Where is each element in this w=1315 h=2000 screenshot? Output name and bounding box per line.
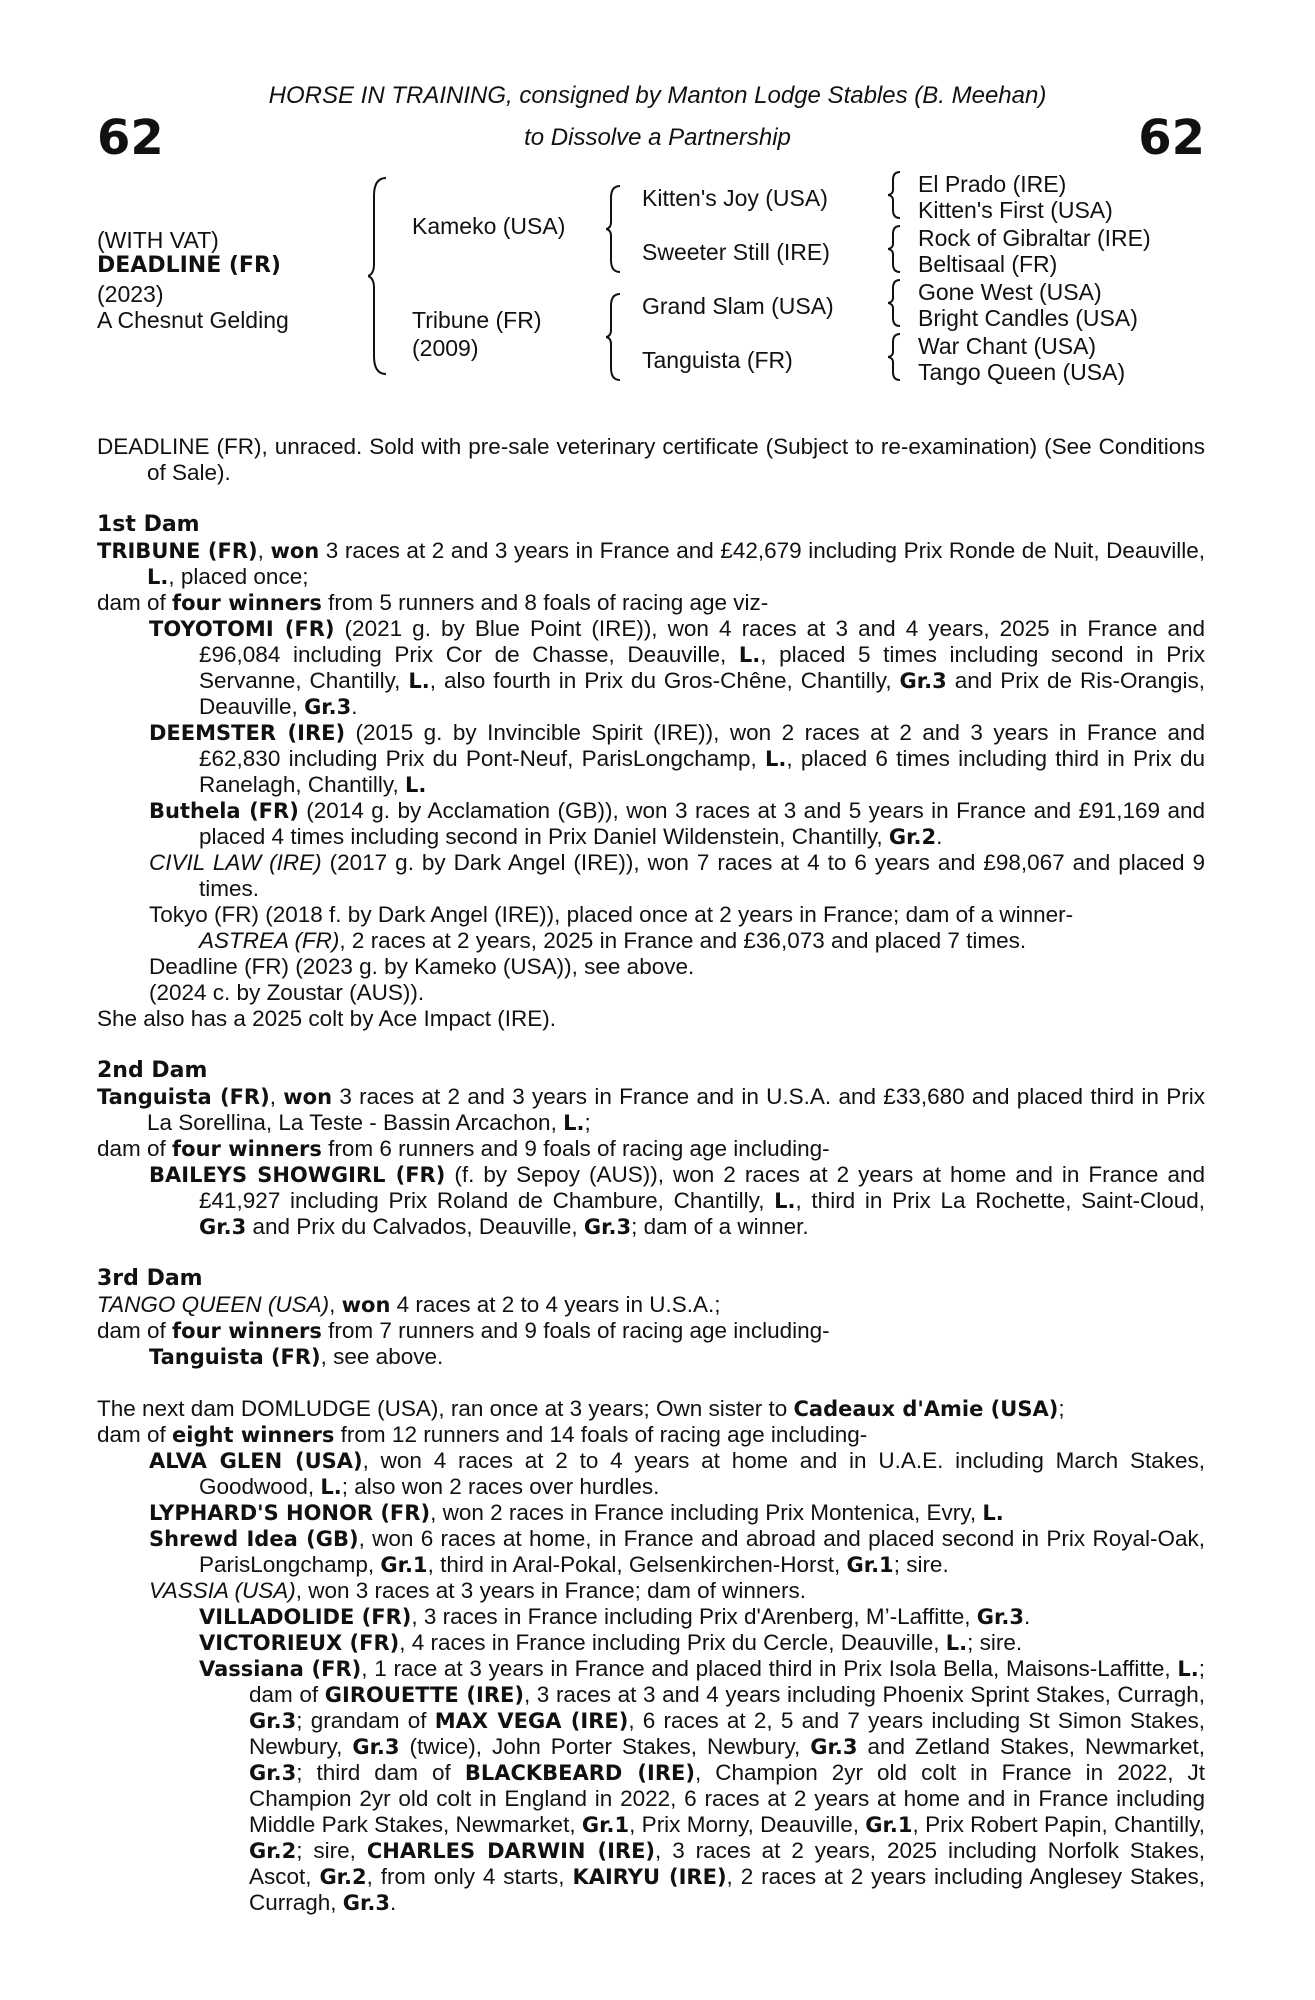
third-dam-paragraph: TANGO QUEEN (USA), won 4 races at 2 to 4 years in U.S.A.; (97, 1292, 721, 1317)
lot-number-left: 62 (97, 110, 164, 166)
pedigree-gen2: Sweeter Still (IRE) (642, 239, 830, 265)
second-dam-paragraph: Tanguista (FR), won 3 races at 2 and 3 years in France and in U.S.A. and £33,680 and placed third in Prix La Sorellina, La Teste - Bassin Arcachon, L.; (97, 1084, 1205, 1135)
produce-deadline: Deadline (FR) (2023 g. by Kameko (USA)), see above. (149, 954, 695, 979)
second-dam-produce-summary: dam of four winners from 6 runners and 9 foals of racing age including- (97, 1136, 830, 1161)
produce-buthela: Buthela (FR) (2014 g. by Acclamation (GB)), won 3 races at 3 and 5 years in France and £91,169 and placed 4 times including second in Prix Daniel Wildenstein, Chantilly, Gr.2. (149, 798, 1205, 849)
produce-villadolide: VILLADOLIDE (FR), 3 races in France including Prix d'Arenberg, M’-Laffitte, Gr.3. (199, 1604, 1031, 1629)
pedigree-brace-sire (606, 184, 636, 274)
third-dam-heading: 3rd Dam (97, 1266, 203, 1291)
pedigree-gen2: Kitten's Joy (USA) (642, 185, 828, 211)
intro-paragraph: DEADLINE (FR), unraced. Sold with pre-sale veterinary certificate (Subject to re-examination) (See Conditions of Sale). (97, 434, 1205, 485)
pedigree-brace-main (368, 176, 408, 376)
horse-year: (2023) (97, 281, 164, 307)
third-dam-produce-summary: dam of four winners from 7 runners and 9 foals of racing age including- (97, 1318, 830, 1343)
pedigree-dam-year: (2009) (412, 335, 479, 361)
pedigree-gen3: Rock of Gibraltar (IRE) (918, 225, 1151, 251)
produce-alva-glen: ALVA GLEN (USA), won 4 races at 2 to 4 years at home and in U.A.E. including March Stakes, Goodwood, L.; also won 2 races over hurdles. (149, 1448, 1205, 1499)
produce-toyotomi: TOYOTOMI (FR) (2021 g. by Blue Point (IRE)), won 4 races at 3 and 4 years, 2025 in France and £96,084 including Prix Cor de Chasse, Deauville, L., placed 5 times including second in Prix Servanne, Chantilly, L., also fourth in Prix du Gros-Chêne, Chantilly, Gr.3 and Prix de Ris-Orangis, Deauville, Gr.3. (149, 616, 1205, 719)
pedigree-brace-g3-2 (888, 224, 912, 274)
produce-tanguista: Tanguista (FR), see above. (149, 1344, 444, 1369)
pedigree-brace-dam (606, 292, 636, 382)
pedigree-brace-g3-4 (888, 332, 912, 382)
produce-civil-law: CIVIL LAW (IRE) (2017 g. by Dark Angel (IRE)), won 7 races at 4 to 6 years and £98,067 and placed 9 times. (149, 850, 1205, 901)
pedigree-gen2: Grand Slam (USA) (642, 293, 834, 319)
next-dam-paragraph: The next dam DOMLUDGE (USA), ran once at 3 years; Own sister to Cadeaux d'Amie (USA); (97, 1396, 1065, 1421)
pedigree-gen2: Tanguista (FR) (642, 347, 793, 373)
first-dam-produce-summary: dam of four winners from 5 runners and 8 foals of racing age viz- (97, 590, 769, 615)
pedigree-gen3: War Chant (USA) (918, 333, 1097, 359)
pedigree-brace-g3-3 (888, 278, 912, 328)
produce-2024-colt: (2024 c. by Zoustar (AUS)). (149, 980, 425, 1005)
first-dam-heading: 1st Dam (97, 512, 200, 537)
catalogue-body (97, 434, 1205, 1916)
lot-number-right: 62 (1138, 110, 1205, 166)
pedigree-brace-g3-1 (888, 170, 912, 220)
produce-victorieux: VICTORIEUX (FR), 4 races in France including Prix du Cercle, Deauville, L.; sire. (199, 1630, 1023, 1655)
horse-vat: (WITH VAT) (97, 227, 219, 253)
pedigree-gen3: Beltisaal (FR) (918, 251, 1058, 277)
produce-astrea: ASTREA (FR), 2 races at 2 years, 2025 in France and £36,073 and placed 7 times. (199, 928, 1027, 953)
produce-vassia: VASSIA (USA), won 3 races at 3 years in France; dam of winners. (149, 1578, 806, 1603)
header-line1: HORSE IN TRAINING, consigned by Manton Lodge Stables (B. Meehan) (268, 82, 1047, 109)
header-line2: to Dissolve a Partnership (524, 124, 791, 151)
pedigree-gen3: Bright Candles (USA) (918, 305, 1138, 331)
horse-description: A Chesnut Gelding (97, 307, 289, 333)
produce-baileys-showgirl: BAILEYS SHOWGIRL (FR) (f. by Sepoy (AUS)), won 2 races at 2 years at home and in France and £41,927 including Prix Roland de Chambure, Chantilly, L., third in Prix La Rochette, Saint-Cloud, Gr.3 and Prix du Calvados, Deauville, Gr.3; dam of a winner. (149, 1162, 1206, 1239)
first-dam-name: TRIBUNE (FR) (97, 539, 258, 563)
horse-name: DEADLINE (FR) (97, 253, 281, 278)
produce-deemster: DEEMSTER (IRE) (2015 g. by Invincible Spirit (IRE)), won 2 races at 2 and 3 years in France and £62,830 including Prix du Pont-Neuf, ParisLongchamp, L., placed 6 times including third in Prix du Ranelagh, Chantilly, L. (149, 720, 1205, 797)
pedigree-gen3: Tango Queen (USA) (918, 359, 1126, 385)
pedigree-sire: Kameko (USA) (412, 213, 566, 239)
pedigree-dam: Tribune (FR) (412, 307, 542, 333)
won-label: won (270, 539, 320, 563)
pedigree-gen3: Gone West (USA) (918, 279, 1102, 305)
next-dam-produce-summary: dam of eight winners from 12 runners and 14 foals of racing age including- (97, 1422, 868, 1447)
produce-tokyo: Tokyo (FR) (2018 f. by Dark Angel (IRE)), placed once at 2 years in France; dam of a winner- (149, 902, 1074, 927)
pedigree-gen3: El Prado (IRE) (918, 171, 1067, 197)
second-dam-heading: 2nd Dam (97, 1058, 208, 1083)
first-dam-paragraph: TRIBUNE (FR), won 3 races at 2 and 3 years in France and £42,679 including Prix Ronde de Nuit, Deauville, L., placed once; (97, 538, 1205, 589)
pedigree-gen3: Kitten's First (USA) (918, 197, 1113, 223)
produce-2025-colt: She also has a 2025 colt by Ace Impact (IRE). (97, 1006, 556, 1031)
produce-vassiana: Vassiana (FR), 1 race at 3 years in France and placed third in Prix Isola Bella, Maisons-Laffitte, L.; dam of GIROUETTE (IRE), 3 races at 3 and 4 years including Phoenix Sprint Stakes, Curragh, Gr.3; grandam of MAX VEGA (IRE), 6 races at 2, 5 and 7 years including St Simon Stakes, Newbury, Gr.3 (twice), John Porter Stakes, Newbury, Gr.3 and Zetland Stakes, Newmarket, Gr.3; third dam of BLACKBEARD (IRE), Champion 2yr old colt in France in 2022, Jt Champion 2yr old colt in England in 2022, 6 races at 2 years at home and in France including Middle Park Stakes, Newmarket, Gr.1, Prix Morny, Deauville, Gr.1, Prix Robert Papin, Chantilly, Gr.2; sire, CHARLES DARWIN (IRE), 3 races at 2 years, 2025 including Norfolk Stakes, Ascot, Gr.2, from only 4 starts, KAIRYU (IRE), 2 races at 2 years including Anglesey Stakes, Curragh, Gr.3. (199, 1656, 1206, 1915)
produce-lyphards-honor: LYPHARD'S HONOR (FR), won 2 races in France including Prix Montenica, Evry, L. (149, 1500, 1004, 1525)
produce-shrewd-idea: Shrewd Idea (GB), won 6 races at home, in France and abroad and placed second in Prix Royal-Oak, ParisLongchamp, Gr.1, third in Aral-Pokal, Gelsenkirchen-Horst, Gr.1; sire. (149, 1526, 1205, 1577)
